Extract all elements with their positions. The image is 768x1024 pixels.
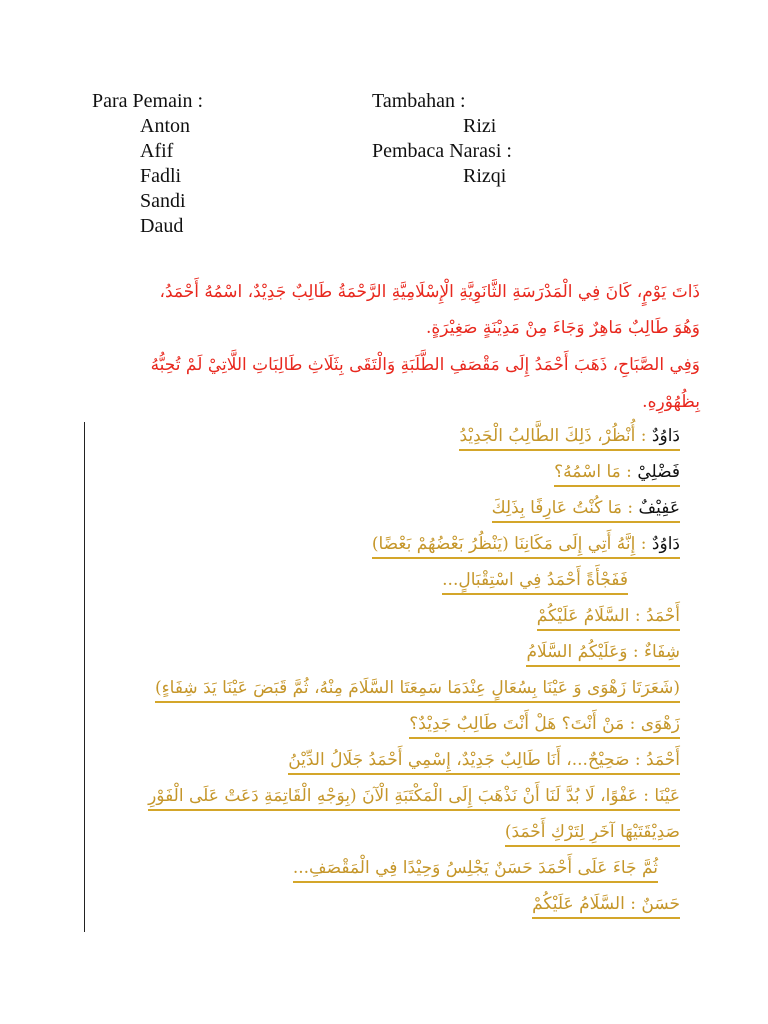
cast-header: Para Pemain :	[92, 90, 204, 112]
dialogue-text: : مَنْ أَنْتَ؟ هَلْ أَنْتَ طَالِبٌ جَدِيْدٌ؟	[409, 714, 641, 734]
dialogue-text: : وَعَلَيْكُمُ السَّلَامُ	[526, 642, 644, 662]
player-name: Daud	[140, 215, 184, 237]
narration-line: ذَاتَ يَوْمٍ، كَانَ فِي الْمَدْرَسَةِ الثَّانَوِيَّةِ الْإِسْلَامِيَّةِ الرَّحْمَةُ طَالِبٌ جَدِيْدٌ، اسْمُهُ أَحْمَدُ،	[159, 282, 700, 302]
margin-line	[84, 422, 85, 932]
extra-name: Rizi	[463, 115, 497, 137]
speaker: أَحْمَدُ	[646, 750, 680, 770]
extra-header: Tambahan :	[372, 90, 466, 112]
dialogue-line	[492, 498, 680, 523]
dialogue-line	[288, 750, 680, 775]
dialogue-text: : السَّلَامُ عَلَيْكُمْ	[532, 894, 642, 914]
dialogue-text: : إِنَّهُ أَتِي إِلَى مَكَانِنَا (يَنْظُرُ بَعْضُهُمْ بَعْضًا)	[371, 534, 652, 554]
dialogue-line	[537, 606, 680, 631]
dialogue-text: : مَا كُنْتُ عَارِفًا بِذَلِكَ	[491, 498, 639, 518]
narrator-header: Pembaca Narasi :	[372, 140, 512, 162]
player-name: Fadli	[140, 165, 182, 187]
dialogue-line	[532, 894, 680, 919]
speaker: فَضْلِيْ	[637, 462, 680, 482]
dialogue-line	[554, 462, 680, 487]
stage-direction: صَدِيْقَتَيْهَا آخَرِ لِتَرْكِ أَحْمَدَ)	[505, 822, 680, 847]
dialogue-text: : عَفْوًا، لَا بُدَّ لَنَا أَنْ نَذْهَبَ إِلَى الْمَكْتَبَةِ الْآنَ (بِوَجْهِ الْقَاتِمَةِ دَعَتْ عَلَى الْفَوْرِ	[148, 786, 655, 806]
player-name: Anton	[140, 115, 190, 137]
speaker: حَسَنٌ	[641, 894, 680, 914]
dialogue-line	[459, 426, 680, 451]
speaker: عَيْنَا	[654, 786, 680, 806]
dialogue-line	[148, 786, 680, 811]
narration-line: وَفِي الصَّبَاحِ، ذَهَبَ أَحْمَدُ إِلَى مَقْصَفِ الطَّلَبَةِ وَالْتَقَى بِثَلَاثِ طَالِبَاتِ اللَّاتِيْ لَمْ تُحِبُّهُ	[150, 355, 700, 375]
dialogue-line	[526, 642, 680, 667]
speaker: دَاوُدٌ	[651, 534, 680, 554]
dialogue-text: : السَّلَامُ عَلَيْكُمْ	[536, 606, 647, 626]
speaker: شِفَاءٌ	[643, 642, 680, 662]
speaker: دَاوُدٌ	[651, 426, 680, 446]
dialogue-line	[372, 534, 680, 559]
dialogue-text: : أُنْظُرْ، ذَلِكَ الطَّالِبُ الْجَدِيْدُ	[459, 426, 652, 446]
speaker: عَفِيْفٌ	[638, 498, 680, 518]
stage-direction: ثُمَّ جَاءَ عَلَى أَحْمَدَ حَسَنٌ يَجْلِسُ وَحِيْدًا فِي الْمَقْصَفِ...	[293, 858, 658, 883]
player-name: Afif	[140, 140, 174, 162]
dialogue-text: : صَحِيْحٌ...، أَنَا طَالِبٌ جَدِيْدٌ، إِسْمِي أَحْمَدُ جَلَالُ الدِّيْنُ	[288, 750, 647, 770]
player-name: Sandi	[140, 190, 186, 212]
dialogue-text: : مَا اسْمُهُ؟	[554, 462, 638, 482]
speaker: أَحْمَدُ	[646, 606, 680, 626]
stage-direction: (شَعَرَتَا زَهْوَى وَ عَيْنَا بِسُعَالٍ عِنْدَمَا سَمِعَتَا السَّلَامَ مِنْهُ، ثُمَّ قَبَضَ عَيْنَا يَدَ شِفَاءٍ)	[155, 678, 680, 703]
speaker: زَهْوَى	[640, 714, 680, 734]
narration-line: بِظُهُوْرِهِ.	[642, 392, 700, 412]
dialogue-line	[409, 714, 680, 739]
narrator-name: Rizqi	[463, 165, 507, 187]
narration-line: وَهُوَ طَالِبٌ مَاهِرٌ وَجَاءَ مِنْ مَدِيْنَةٍ صَغِيْرَةٍ.	[426, 318, 700, 338]
stage-direction: فَفَجْأَةً أَحْمَدُ فِي اسْتِقْبَالٍ...	[442, 570, 628, 595]
